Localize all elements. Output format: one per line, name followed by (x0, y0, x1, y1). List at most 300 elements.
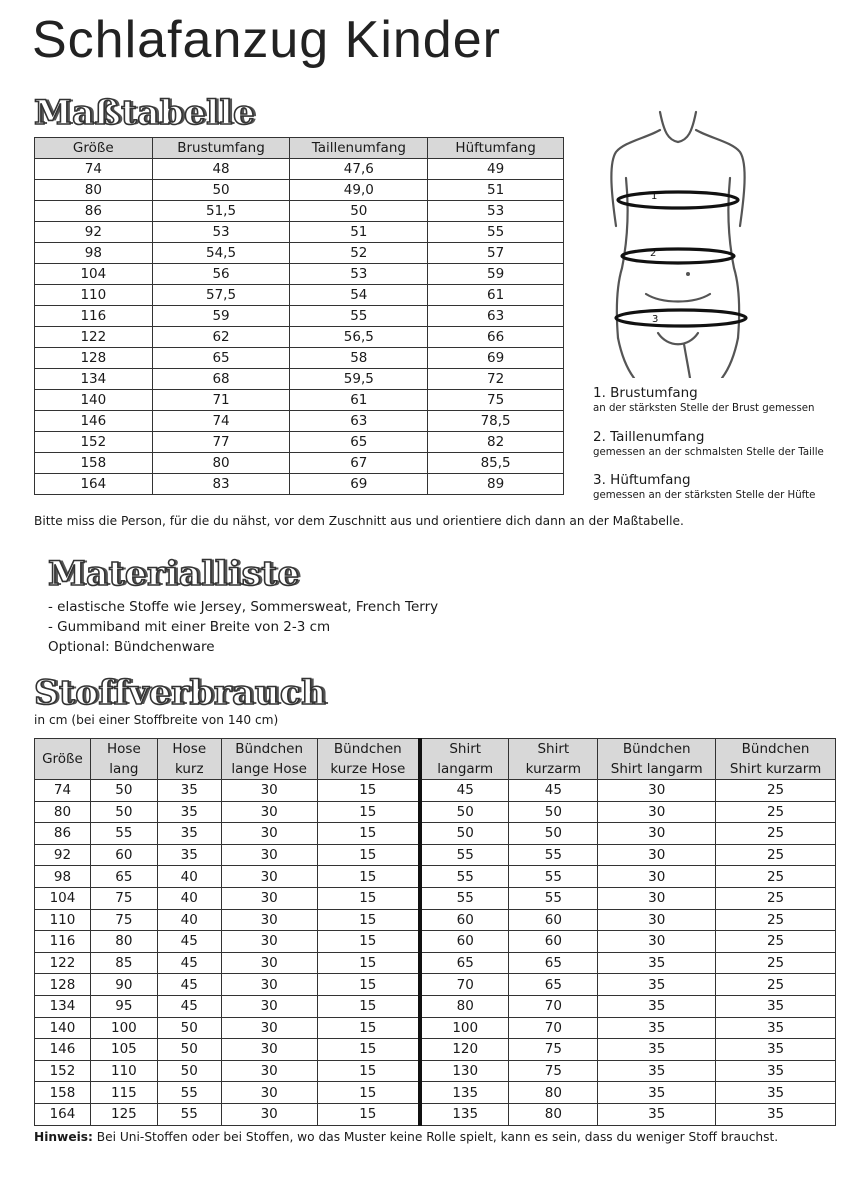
table-cell: 30 (598, 844, 716, 866)
table-cell: 35 (157, 801, 221, 823)
table-cell: 67 (290, 453, 428, 474)
table-cell: 35 (716, 1017, 836, 1039)
table-cell: 30 (221, 995, 317, 1017)
table-cell: 35 (716, 1039, 836, 1061)
table-cell: 15 (317, 823, 420, 845)
mass-table-heading: Maßtabelle (34, 93, 256, 133)
legend-item-hip (593, 471, 815, 503)
table-cell: 25 (716, 931, 836, 953)
table-cell: 75 (90, 909, 157, 931)
table-cell: 62 (152, 327, 290, 348)
list-item: Optional: Bündchenware (48, 639, 215, 655)
table-cell: 115 (90, 1082, 157, 1104)
table-cell: 35 (157, 780, 221, 802)
fabric-heading: Stoffverbrauch (34, 673, 327, 713)
waist-line (622, 249, 734, 263)
table-row (35, 974, 836, 996)
table-cell: 134 (35, 995, 91, 1017)
column-header-line: Bündchen (622, 741, 691, 757)
table-row (35, 453, 564, 474)
table-cell: 74 (35, 780, 91, 802)
table-cell: 90 (90, 974, 157, 996)
table-cell: 30 (221, 801, 317, 823)
table-cell: 45 (157, 931, 221, 953)
table-cell: 55 (157, 1103, 221, 1125)
body-measurement-figure (598, 108, 758, 378)
table-cell: 104 (35, 264, 153, 285)
column-header-line: Shirt kurzarm (729, 761, 822, 777)
table-cell: 100 (90, 1017, 157, 1039)
table-cell: 30 (598, 866, 716, 888)
table-cell: 140 (35, 1017, 91, 1039)
table-cell: 57 (428, 243, 564, 264)
hint-text: Bei Uni-Stoffen oder bei Stoffen, wo das Muster keine Rolle spielt, kann es sein, dass du weniger Stoff brauchst. (92, 1130, 779, 1144)
table-cell: 60 (509, 931, 598, 953)
table-cell: 70 (509, 995, 598, 1017)
table-cell: 45 (509, 780, 598, 802)
table-cell: 55 (420, 887, 509, 909)
table-cell: 58 (290, 348, 428, 369)
table-cell: 71 (152, 390, 290, 411)
table-row (35, 327, 564, 348)
table-cell: 83 (152, 474, 290, 495)
table-cell: 59 (428, 264, 564, 285)
marker-1: 1 (651, 191, 658, 202)
table-row (35, 159, 564, 180)
table-cell: 52 (290, 243, 428, 264)
table-cell: 45 (157, 995, 221, 1017)
table-cell: 130 (420, 1060, 509, 1082)
column-header: Hüftumfang (428, 138, 564, 159)
table-cell: 59,5 (290, 369, 428, 390)
table-cell: 35 (598, 995, 716, 1017)
fabric-table-header-row (35, 739, 836, 780)
table-cell: 30 (598, 887, 716, 909)
table-cell: 15 (317, 1017, 420, 1039)
table-row (35, 780, 836, 802)
column-header: Größe (35, 138, 153, 159)
table-cell: 110 (35, 909, 91, 931)
table-row (35, 369, 564, 390)
fabric-table-body (35, 780, 836, 1126)
table-row (35, 264, 564, 285)
table-cell: 98 (35, 866, 91, 888)
table-cell: 25 (716, 952, 836, 974)
table-cell: 15 (317, 1039, 420, 1061)
column-header-line: kurz (174, 761, 204, 777)
column-header-line: kurze Hose (330, 761, 406, 777)
table-cell: 55 (420, 866, 509, 888)
table-cell: 158 (35, 1082, 91, 1104)
table-cell: 110 (35, 285, 153, 306)
measure-note: Bitte miss die Person, für die du nähst, vor dem Zuschnitt aus und orientiere dich dann an der Maßtabelle. (34, 514, 684, 528)
table-cell: 30 (221, 931, 317, 953)
table-cell: 110 (90, 1060, 157, 1082)
table-cell: 50 (420, 823, 509, 845)
table-row (35, 432, 564, 453)
table-row (35, 823, 836, 845)
table-cell: 134 (35, 369, 153, 390)
table-cell: 55 (509, 844, 598, 866)
table-cell: 30 (598, 931, 716, 953)
table-cell: 68 (152, 369, 290, 390)
column-header-line: lange Hose (231, 761, 307, 777)
table-cell: 35 (598, 1103, 716, 1125)
column-header-line: Bündchen (235, 741, 304, 757)
column-header-line: Hose (107, 741, 141, 757)
table-cell: 55 (290, 306, 428, 327)
table-cell: 60 (420, 909, 509, 931)
table-cell: 35 (598, 1039, 716, 1061)
table-cell: 40 (157, 887, 221, 909)
table-cell: 74 (152, 411, 290, 432)
column-header-line: lang (109, 761, 139, 777)
column-header (317, 739, 420, 780)
table-cell: 30 (221, 780, 317, 802)
material-list (48, 597, 438, 657)
mass-table-body (35, 159, 564, 495)
table-cell: 100 (420, 1017, 509, 1039)
table-cell: 60 (509, 909, 598, 931)
table-cell: 65 (290, 432, 428, 453)
table-cell: 53 (152, 222, 290, 243)
table-row (35, 909, 836, 931)
table-cell: 50 (157, 1039, 221, 1061)
table-cell: 15 (317, 1060, 420, 1082)
column-header-line: Hose (172, 741, 207, 757)
column-header (598, 739, 716, 780)
table-cell: 54,5 (152, 243, 290, 264)
table-cell: 61 (290, 390, 428, 411)
table-cell: 45 (157, 952, 221, 974)
table-row (35, 411, 564, 432)
column-header: Brustumfang (152, 138, 290, 159)
table-row (35, 1103, 836, 1125)
table-cell: 35 (598, 1082, 716, 1104)
table-cell: 45 (157, 974, 221, 996)
column-header-line: kurzarm (525, 761, 582, 777)
table-cell: 15 (317, 995, 420, 1017)
column-header (35, 739, 91, 780)
table-cell: 35 (716, 1060, 836, 1082)
table-cell: 164 (35, 474, 153, 495)
table-cell: 35 (157, 823, 221, 845)
table-cell: 128 (35, 974, 91, 996)
table-cell: 75 (509, 1060, 598, 1082)
table-row (35, 1060, 836, 1082)
table-cell: 55 (509, 866, 598, 888)
marker-2: 2 (650, 248, 657, 259)
table-cell: 49,0 (290, 180, 428, 201)
table-cell: 35 (157, 844, 221, 866)
legend-title: 2. Taillenumfang (593, 429, 705, 445)
table-cell: 30 (598, 780, 716, 802)
table-cell: 15 (317, 866, 420, 888)
table-cell: 40 (157, 909, 221, 931)
table-cell: 66 (428, 327, 564, 348)
table-cell: 15 (317, 952, 420, 974)
column-header (716, 739, 836, 780)
table-cell: 50 (152, 180, 290, 201)
legend-item-waist (593, 428, 824, 460)
hint-label: Hinweis: (34, 1130, 93, 1144)
table-cell: 72 (428, 369, 564, 390)
column-header (509, 739, 598, 780)
table-cell: 69 (428, 348, 564, 369)
list-item: - Gummiband mit einer Breite von 2-3 cm (48, 619, 331, 635)
table-cell: 70 (420, 974, 509, 996)
table-cell: 63 (428, 306, 564, 327)
table-cell: 65 (90, 866, 157, 888)
table-cell: 30 (221, 887, 317, 909)
column-header-line: Shirt langarm (610, 761, 703, 777)
legend-title: 3. Hüftumfang (593, 472, 691, 488)
hip-line (616, 310, 746, 326)
page-title: Schlafanzug Kinder (32, 11, 501, 69)
table-row (35, 844, 836, 866)
legend-title: 1. Brustumfang (593, 385, 698, 401)
table-cell: 80 (35, 180, 153, 201)
table-row (35, 348, 564, 369)
table-cell: 77 (152, 432, 290, 453)
legend-sub: an der stärksten Stelle der Brust gemessen (593, 403, 815, 414)
table-cell: 40 (157, 866, 221, 888)
table-cell: 25 (716, 974, 836, 996)
table-cell: 152 (35, 432, 153, 453)
table-cell: 70 (509, 1017, 598, 1039)
table-cell: 30 (221, 844, 317, 866)
table-cell: 30 (221, 1103, 317, 1125)
table-cell: 30 (221, 952, 317, 974)
column-header (420, 739, 509, 780)
table-cell: 35 (716, 1103, 836, 1125)
table-cell: 50 (157, 1017, 221, 1039)
table-row (35, 474, 564, 495)
table-cell: 35 (716, 1082, 836, 1104)
table-cell: 122 (35, 952, 91, 974)
table-cell: 57,5 (152, 285, 290, 306)
table-row (35, 801, 836, 823)
table-cell: 50 (157, 1060, 221, 1082)
table-cell: 25 (716, 909, 836, 931)
table-cell: 80 (509, 1082, 598, 1104)
table-cell: 86 (35, 823, 91, 845)
hint (34, 1130, 778, 1144)
table-cell: 80 (152, 453, 290, 474)
legend-sub: gemessen an der stärksten Stelle der Hüfte (593, 490, 816, 501)
table-cell: 63 (290, 411, 428, 432)
table-cell: 30 (598, 909, 716, 931)
table-cell: 30 (221, 909, 317, 931)
table-cell: 25 (716, 887, 836, 909)
table-row (35, 952, 836, 974)
column-header-line: Bündchen (741, 741, 810, 757)
fabric-table (34, 738, 836, 1126)
table-cell: 65 (509, 974, 598, 996)
table-cell: 25 (716, 801, 836, 823)
table-cell: 55 (509, 887, 598, 909)
table-cell: 74 (35, 159, 153, 180)
table-cell: 56 (152, 264, 290, 285)
table-cell: 92 (35, 844, 91, 866)
column-header-line: Bündchen (333, 741, 402, 757)
table-cell: 15 (317, 974, 420, 996)
table-cell: 30 (221, 866, 317, 888)
table-cell: 50 (420, 801, 509, 823)
mass-table-header-row (35, 138, 564, 159)
table-row (35, 1039, 836, 1061)
table-cell: 69 (290, 474, 428, 495)
table-cell: 146 (35, 411, 153, 432)
table-row (35, 390, 564, 411)
table-cell: 50 (509, 801, 598, 823)
table-cell: 105 (90, 1039, 157, 1061)
table-row (35, 1082, 836, 1104)
table-cell: 50 (509, 823, 598, 845)
table-row (35, 285, 564, 306)
table-row (35, 243, 564, 264)
table-row (35, 201, 564, 222)
table-cell: 50 (90, 801, 157, 823)
table-cell: 104 (35, 887, 91, 909)
table-cell: 125 (90, 1103, 157, 1125)
table-cell: 25 (716, 866, 836, 888)
table-cell: 128 (35, 348, 153, 369)
column-header-line: Shirt (449, 741, 482, 757)
table-cell: 15 (317, 1103, 420, 1125)
table-cell: 25 (716, 823, 836, 845)
table-cell: 15 (317, 887, 420, 909)
table-cell: 86 (35, 201, 153, 222)
table-cell: 146 (35, 1039, 91, 1061)
table-cell: 51 (428, 180, 564, 201)
table-cell: 50 (290, 201, 428, 222)
table-cell: 60 (90, 844, 157, 866)
table-cell: 75 (90, 887, 157, 909)
chest-line (618, 192, 738, 208)
table-cell: 25 (716, 844, 836, 866)
table-cell: 75 (428, 390, 564, 411)
table-cell: 30 (221, 823, 317, 845)
table-cell: 30 (598, 801, 716, 823)
table-cell: 55 (420, 844, 509, 866)
table-cell: 60 (420, 931, 509, 953)
fabric-subheading: in cm (bei einer Stoffbreite von 140 cm) (34, 713, 279, 727)
table-cell: 50 (90, 780, 157, 802)
table-cell: 25 (716, 780, 836, 802)
table-cell: 158 (35, 453, 153, 474)
column-header (90, 739, 157, 780)
table-cell: 15 (317, 909, 420, 931)
table-cell: 53 (428, 201, 564, 222)
column-header (157, 739, 221, 780)
table-cell: 80 (420, 995, 509, 1017)
table-cell: 140 (35, 390, 153, 411)
table-cell: 45 (420, 780, 509, 802)
table-cell: 30 (221, 1082, 317, 1104)
legend-item-chest (593, 384, 815, 416)
table-cell: 48 (152, 159, 290, 180)
mass-table (34, 137, 564, 495)
table-cell: 65 (152, 348, 290, 369)
column-header (221, 739, 317, 780)
table-cell: 30 (221, 1060, 317, 1082)
table-cell: 35 (598, 974, 716, 996)
column-header-line: Größe (42, 751, 83, 767)
table-cell: 95 (90, 995, 157, 1017)
table-cell: 15 (317, 931, 420, 953)
table-cell: 30 (221, 974, 317, 996)
table-cell: 30 (598, 823, 716, 845)
table-cell: 15 (317, 780, 420, 802)
table-cell: 61 (428, 285, 564, 306)
table-cell: 85,5 (428, 453, 564, 474)
table-cell: 135 (420, 1103, 509, 1125)
table-cell: 55 (157, 1082, 221, 1104)
table-cell: 98 (35, 243, 153, 264)
marker-3: 3 (652, 314, 659, 325)
table-row (35, 866, 836, 888)
table-cell: 92 (35, 222, 153, 243)
material-heading: Materialliste (48, 554, 300, 594)
column-header-line: Shirt (537, 741, 570, 757)
table-cell: 80 (90, 931, 157, 953)
table-cell: 35 (598, 1060, 716, 1082)
table-cell: 55 (90, 823, 157, 845)
table-cell: 116 (35, 931, 91, 953)
table-cell: 53 (290, 264, 428, 285)
table-cell: 15 (317, 844, 420, 866)
table-cell: 152 (35, 1060, 91, 1082)
table-cell: 80 (35, 801, 91, 823)
table-cell: 35 (598, 952, 716, 974)
table-cell: 78,5 (428, 411, 564, 432)
table-cell: 55 (428, 222, 564, 243)
table-cell: 30 (221, 1039, 317, 1061)
table-cell: 82 (428, 432, 564, 453)
table-cell: 75 (509, 1039, 598, 1061)
table-cell: 122 (35, 327, 153, 348)
table-cell: 116 (35, 306, 153, 327)
table-cell: 35 (598, 1017, 716, 1039)
table-cell: 59 (152, 306, 290, 327)
table-cell: 85 (90, 952, 157, 974)
table-cell: 54 (290, 285, 428, 306)
table-cell: 89 (428, 474, 564, 495)
table-row (35, 1017, 836, 1039)
table-cell: 80 (509, 1103, 598, 1125)
table-row (35, 180, 564, 201)
table-cell: 56,5 (290, 327, 428, 348)
table-cell: 120 (420, 1039, 509, 1061)
table-cell: 135 (420, 1082, 509, 1104)
table-row (35, 222, 564, 243)
column-header-line: langarm (437, 761, 494, 777)
list-item: - elastische Stoffe wie Jersey, Sommersweat, French Terry (48, 599, 439, 615)
column-header: Taillenumfang (290, 138, 428, 159)
table-row (35, 306, 564, 327)
table-cell: 49 (428, 159, 564, 180)
table-cell: 51,5 (152, 201, 290, 222)
legend-sub: gemessen an der schmalsten Stelle der Taille (593, 447, 824, 458)
table-row (35, 887, 836, 909)
table-cell: 65 (420, 952, 509, 974)
table-cell: 15 (317, 1082, 420, 1104)
table-row (35, 995, 836, 1017)
table-cell: 30 (221, 1017, 317, 1039)
table-cell: 51 (290, 222, 428, 243)
navel-dot (686, 272, 690, 276)
